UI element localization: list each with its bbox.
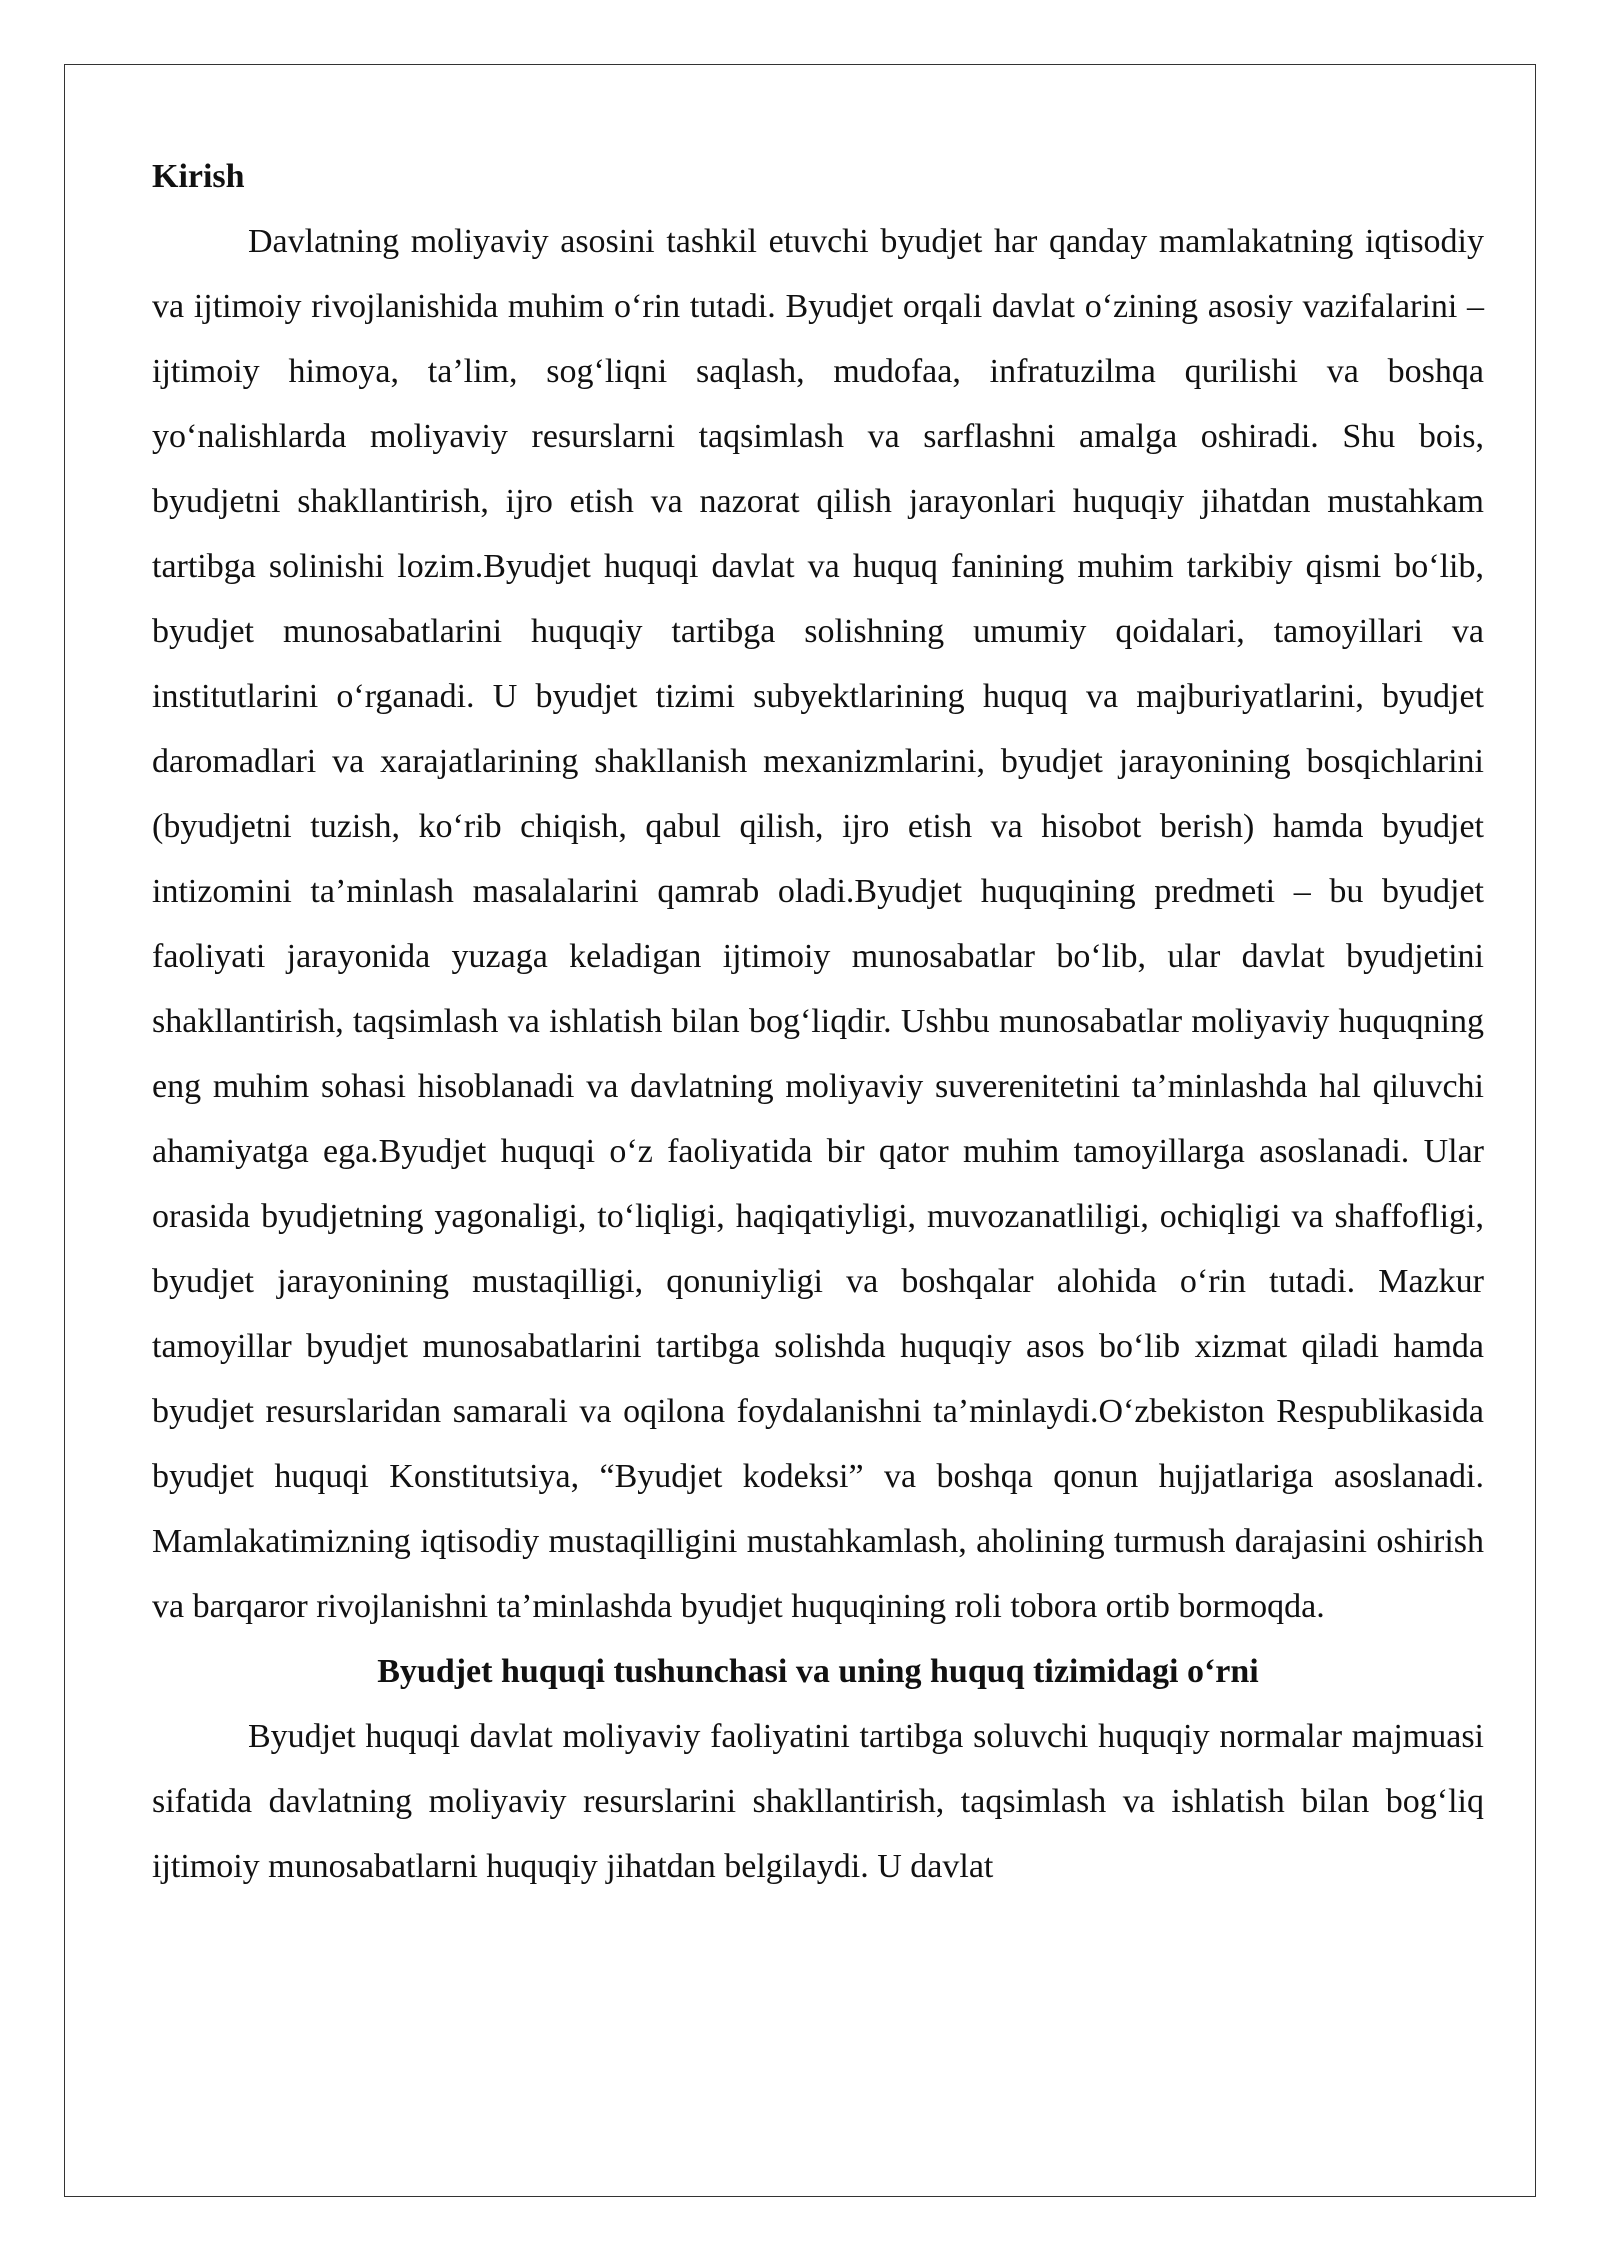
paragraph-concept: Byudjet huquqi davlat moliyaviy faoliyatini tartibga soluvchi huquqiy normalar majmuasi sifatida davlatning moliyaviy resurslarini shakllantirish, taqsimlash va ishlatish bilan bog‘liq ijtimoiy munosabatlarni huquqiy jihatdan belgilaydi. U davlat	[152, 1718, 1484, 1885]
section-title-concept: Byudjet huquqi tushunchasi va uning huquq tizimidagi o‘rni	[377, 1653, 1259, 1690]
paragraph-intro: Davlatning moliyaviy asosini tashkil etuvchi byudjet har qanday mamlakatning iqtisodiy va ijtimoiy rivojlanishida muhim o‘rin tutadi. Byudjet orqali davlat o‘zining asosiy vazifalarini – ijtimoiy himoya, ta’lim, sog‘liqni saqlash, mudofaa, infratuzilma qurilishi va boshqa yo‘nalishlarda moliyaviy resurslarni taqsimlash va sarflashni amalga oshiradi. Shu bois, byudjetni shakllantirish, ijro etish va nazorat qilish jarayonlari huquqiy jihatdan mustahkam tartibga solinishi lozim.Byudjet huquqi davlat va huquq fanining muhim tarkibiy qismi bo‘lib, byudjet munosabatlarini huquqiy tartibga solishning umumiy qoidalari, tamoyillari va institutlarini o‘rganadi. U byudjet tizimi subyektlarining huquq va majburiyatlarini, byudjet daromadlari va xarajatlarining shakllanish mexanizmlarini, byudjet jarayonining bosqichlarini (byudjetni tuzish, ko‘rib chiqish, qabul qilish, ijro etish va hisobot berish) hamda byudjet intizomini ta’minlash masalalarini qamrab oladi.Byudjet huquqining predmeti – bu byudjet faoliyati jarayonida yuzaga keladigan ijtimoiy munosabatlar bo‘lib, ular davlat byudjetini shakllantirish, taqsimlash va ishlatish bilan bog‘liqdir. Ushbu munosabatlar moliyaviy huquqning eng muhim sohasi hisoblanadi va davlatning moliyaviy suverenitetini ta’minlashda hal qiluvchi ahamiyatga ega.Byudjet huquqi o‘z faoliyatida bir qator muhim tamoyillarga asoslanadi. Ular orasida byudjetning yagonaligi, to‘liqligi, haqiqatiyligi, muvozanatliligi, ochiqligi va shaffofligi, byudjet jarayonining mustaqilligi, qonuniyligi va boshqalar alohida o‘rin tutadi. Mazkur tamoyillar byudjet munosabatlarini tartibga solishda huquqiy asos bo‘lib xizmat qiladi hamda byudjet resurslaridan samarali va oqilona foydalanishni ta’minlaydi.O‘zbekiston Respublikasida byudjet huquqi Konstitutsiya, “Byudjet kodeksi” va boshqa qonun hujjatlariga asoslanadi. Mamlakatimizning iqtisodiy mustaqilligini mustahkamlash, aholining turmush darajasini oshirish va barqaror rivojlanishni ta’minlashda byudjet huquqining roli tobora ortib bormoqda.	[152, 223, 1484, 1625]
section-title-intro: Kirish	[152, 158, 245, 195]
document-body	[152, 144, 1484, 1899]
